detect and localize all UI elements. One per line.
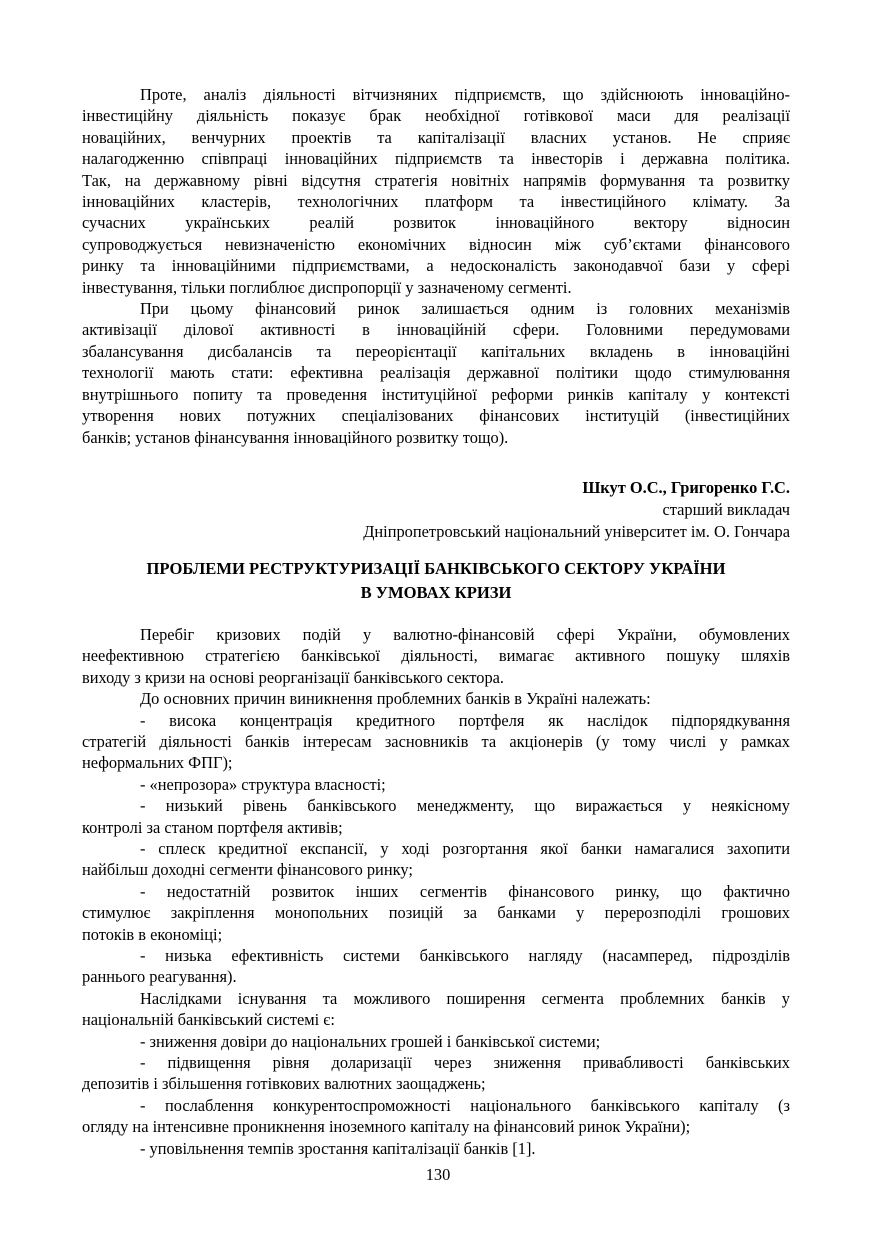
text-line: - уповільнення темпів зростання капіталізації банків [1]. [140,1138,536,1158]
body-list-item-8 [82,1052,790,1095]
body-list-item-2 [82,774,790,795]
text-line: виходу з кризи на основі реорганізації банківського сектора. [82,667,505,687]
text-line: контролі за станом портфеля активів; [82,817,343,837]
text-line: раннього реагування). [82,967,237,987]
text-line: внутрішнього попиту та проведення інституційної реформи ринків капіталу у контексті [82,384,790,404]
text-line: При цьому фінансовий ринок залишається одним із головних механізмів [140,299,790,319]
text-line: - підвищення рівня доларизації через зниження привабливості банківських [140,1053,790,1073]
body-list-item-10 [82,1138,790,1159]
text-line: банків; установ фінансування інноваційного розвитку тощо). [82,427,509,447]
text-line: ринку та інноваційними підприємствами, а недосконалість законодавчої бази у сфері [82,256,790,276]
text-line: депозитів і збільшення готівкових валютних заощаджень; [82,1074,486,1094]
text-line: Так, на державному рівні відсутня стратегія новітніх напрямів формування та розвитку [82,170,790,190]
text-line: активізації ділової активності в інноваційній сфери. Головними передумовами [82,320,790,340]
author-position: старший викладач [662,499,790,519]
intro-section [82,84,790,448]
article-title-line-2: В УМОВАХ КРИЗИ [360,583,512,603]
text-line: потоків в економіці; [82,924,223,944]
intro-paragraph-1 [82,84,790,298]
text-line: неформальних ФПГ); [82,753,233,773]
text-line: - зниження довіри до національних грошей і банківської системи; [140,1031,601,1051]
article-title-line-1: ПРОБЛЕМИ РЕСТРУКТУРИЗАЦІЇ БАНКІВСЬКОГО СЕКТОРУ УКРАЇНИ [146,558,726,578]
body-list-item-1 [82,710,790,774]
text-line: Перебіг кризових подій у валютно-фінансовій сфері України, обумовлених [140,624,790,644]
body-list-item-4 [82,838,790,881]
text-line: - «непрозора» структура власності; [140,774,386,794]
text-line: найбільш доходні сегменти фінансового ринку; [82,860,413,880]
text-line: стимулює закріплення монопольних позицій за банками у перерозподілі грошових [82,903,790,923]
text-line: - низький рівень банківського менеджменту, що виражається у неякісному [140,796,790,816]
body-list-item-7 [82,1031,790,1052]
text-line: - низька ефективність системи банківського нагляду (насамперед, підрозділів [140,946,790,965]
text-line: технології мають стати: ефективна реалізація державної політики щодо стимулювання [82,363,790,383]
intro-paragraph-2 [82,298,790,448]
text-line: інвестиційну діяльність показує брак необхідної готівкової маси для реалізації [82,106,790,126]
text-line: До основних причин виникнення проблемних банків в Україні належать: [140,689,651,709]
body-paragraph-2 [82,688,790,709]
text-line: Наслідками існування та можливого поширення сегмента проблемних банків у [140,988,790,1008]
text-line: інвестування, тільки поглиблює диспропорції у зазначеному сегменті. [82,277,572,297]
text-line: супроводжується невизначеністю економічних відносин між суб’єктами фінансового [82,234,790,254]
text-line: - послаблення конкурентоспроможності національного банківського капіталу (з [140,1095,790,1115]
text-line: - недостатній розвиток інших сегментів фінансового ринку, що фактично [140,881,790,901]
page-number: 130 [425,1165,451,1184]
article-title [82,557,790,606]
author-affiliation: Дніпропетровський національний університет ім. О. Гончара [363,521,790,541]
text-line: сучасних українських реалій розвиток інноваційного вектору відносин [82,213,790,233]
text-line: національній банківський системі є: [82,1010,335,1030]
text-line: збалансування дисбалансів та переорієнтації капітальних вкладень в інноваційні [82,341,790,361]
text-line: налагодженню співпраці інноваційних підприємств та інвесторів і державна політика. [82,149,790,169]
text-line: огляду на інтенсивне проникнення іноземного капіталу на фінансовий ринок України); [82,1117,691,1137]
text-line: Проте, аналіз діяльності вітчизняних підприємств, що здійснюють інноваційно- [140,85,790,104]
body-list-item-3 [82,795,790,838]
author-block [82,477,790,543]
body-list-item-9 [82,1095,790,1138]
text-line: новаційних, венчурних проектів та капіталізації власних установ. Не сприяє [82,127,790,147]
body-list-item-6 [82,945,790,988]
text-line: - висока концентрація кредитного портфеля як наслідок підпорядкування [140,710,790,730]
author-names: Шкут О.С., Григоренко Г.С. [582,477,790,497]
article-body [82,624,790,1159]
text-line: стратегій діяльності банків інтересам засновників та акціонерів (у тому числі у рамках [82,731,790,751]
body-paragraph-1 [82,624,790,688]
text-line: утворення нових потужних спеціалізованих фінансових інституцій (інвестиційних [82,406,790,426]
text-line: неефективною стратегією банківської діяльності, вимагає активного пошуку шляхів [82,646,790,666]
body-list-item-5 [82,881,790,945]
text-line: інноваційних кластерів, технологічних платформ та інвестиційного клімату. За [82,192,790,212]
text-line: - сплеск кредитної експансії, у ході розгортання якої банки намагалися захопити [140,838,790,858]
text-block [82,84,790,1159]
body-paragraph-3 [82,988,790,1031]
